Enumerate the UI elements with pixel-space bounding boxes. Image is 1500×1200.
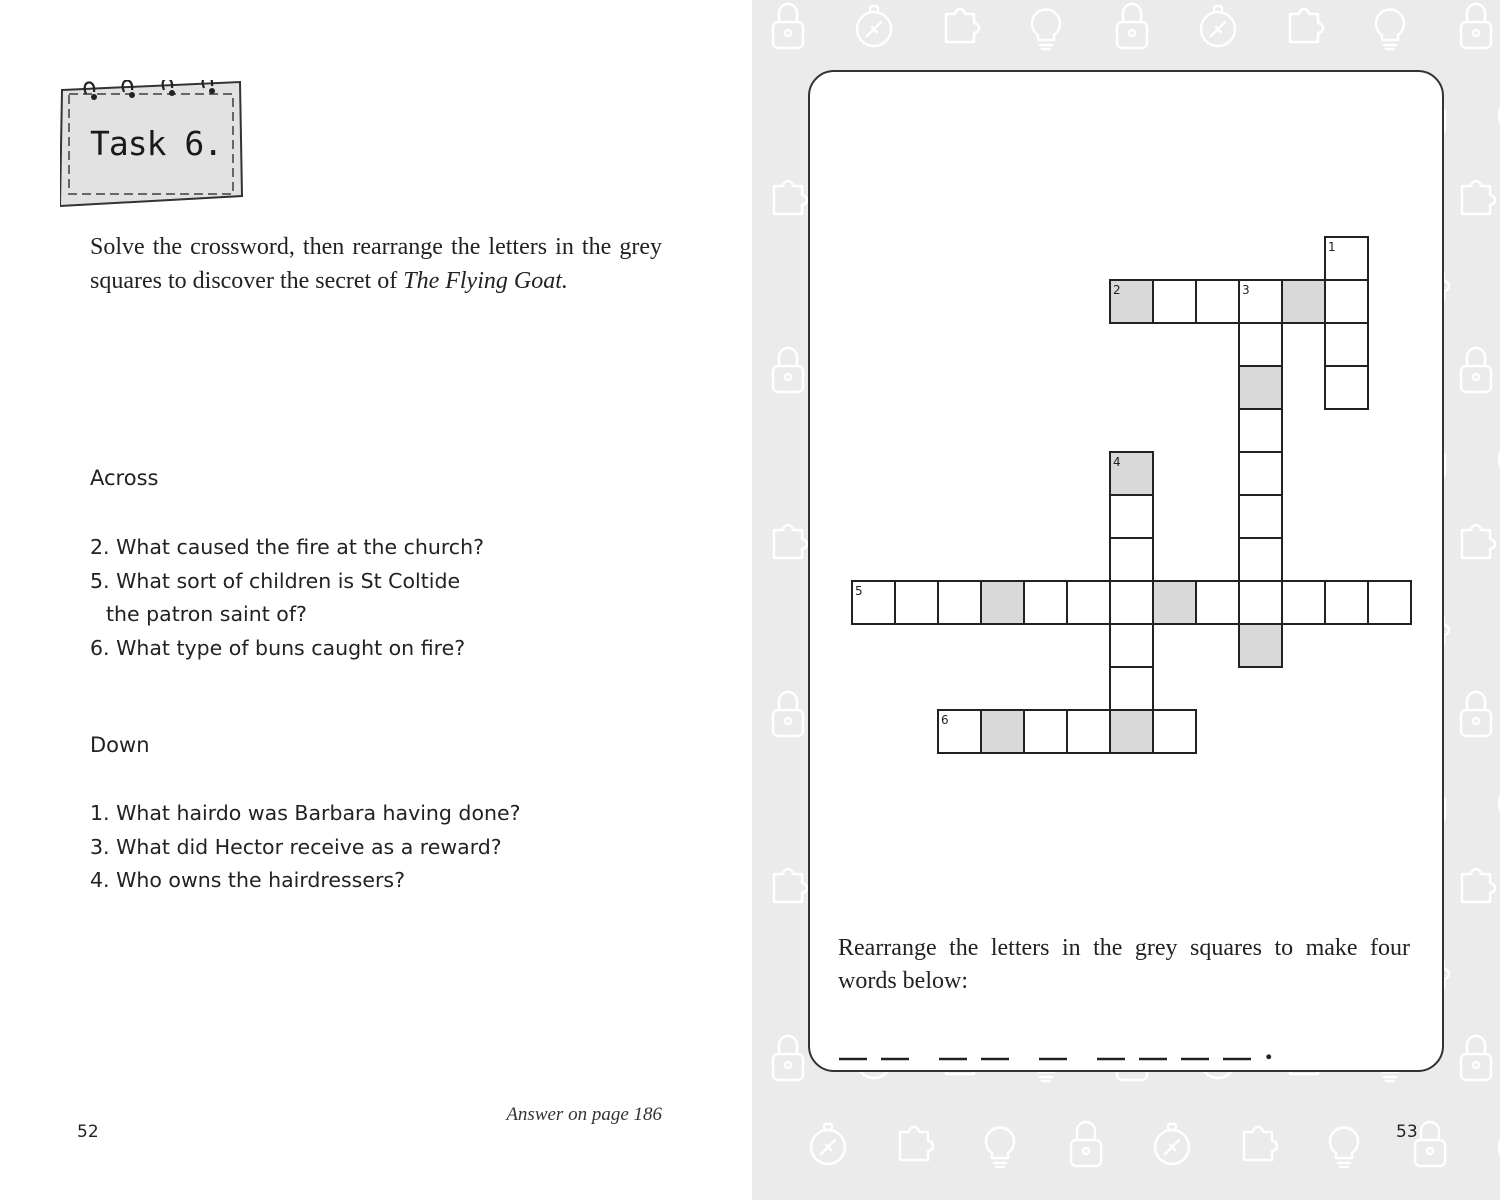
clue-number: 5. (90, 568, 110, 593)
intro-text: Solve the crossword, then rearrange the letters in the grey squares to discover the secret of (90, 234, 662, 294)
page-number-right: 53 (1396, 1122, 1418, 1142)
clue-number: 6. (90, 635, 110, 660)
clue-text: What did Hector receive as a reward? (116, 834, 502, 859)
clue-text: What sort of children is St Coltide (116, 568, 461, 593)
task-title: Task 6. (90, 124, 223, 163)
answer-note: Answer on page 186 (506, 1104, 662, 1125)
across-heading: Across (90, 466, 159, 490)
final-period: . (1265, 1033, 1273, 1066)
clue-number-label: 2 (1113, 283, 1121, 297)
book-title: The Flying Goat. (403, 268, 568, 294)
clue-number-label: 3 (1242, 283, 1250, 297)
clue-text: What caused the fire at the church? (116, 535, 484, 559)
clue-text: What type of buns caught on fire? (116, 635, 466, 660)
clue-number: 2. (90, 535, 110, 559)
clue-number: 4. (90, 868, 110, 892)
clue-number: 1. (90, 801, 110, 825)
clue-text: What hairdo was Barbara having done? (116, 801, 521, 825)
clue-number-label: 1 (1328, 240, 1336, 254)
clue-continuation: the patron saint of? (106, 602, 307, 626)
clue-number: 3. (90, 834, 110, 859)
page-number-left: 52 (77, 1122, 99, 1142)
clue-number-label: 5 (855, 584, 863, 598)
down-heading: Down (90, 733, 150, 757)
clue-number-label: 4 (1113, 455, 1121, 469)
clue-text: Who owns the hairdressers? (116, 868, 405, 892)
clue-number-label: 6 (941, 713, 949, 727)
rearrange-instructions: Rearrange the letters in the grey squares to make four words below: (838, 935, 1410, 994)
